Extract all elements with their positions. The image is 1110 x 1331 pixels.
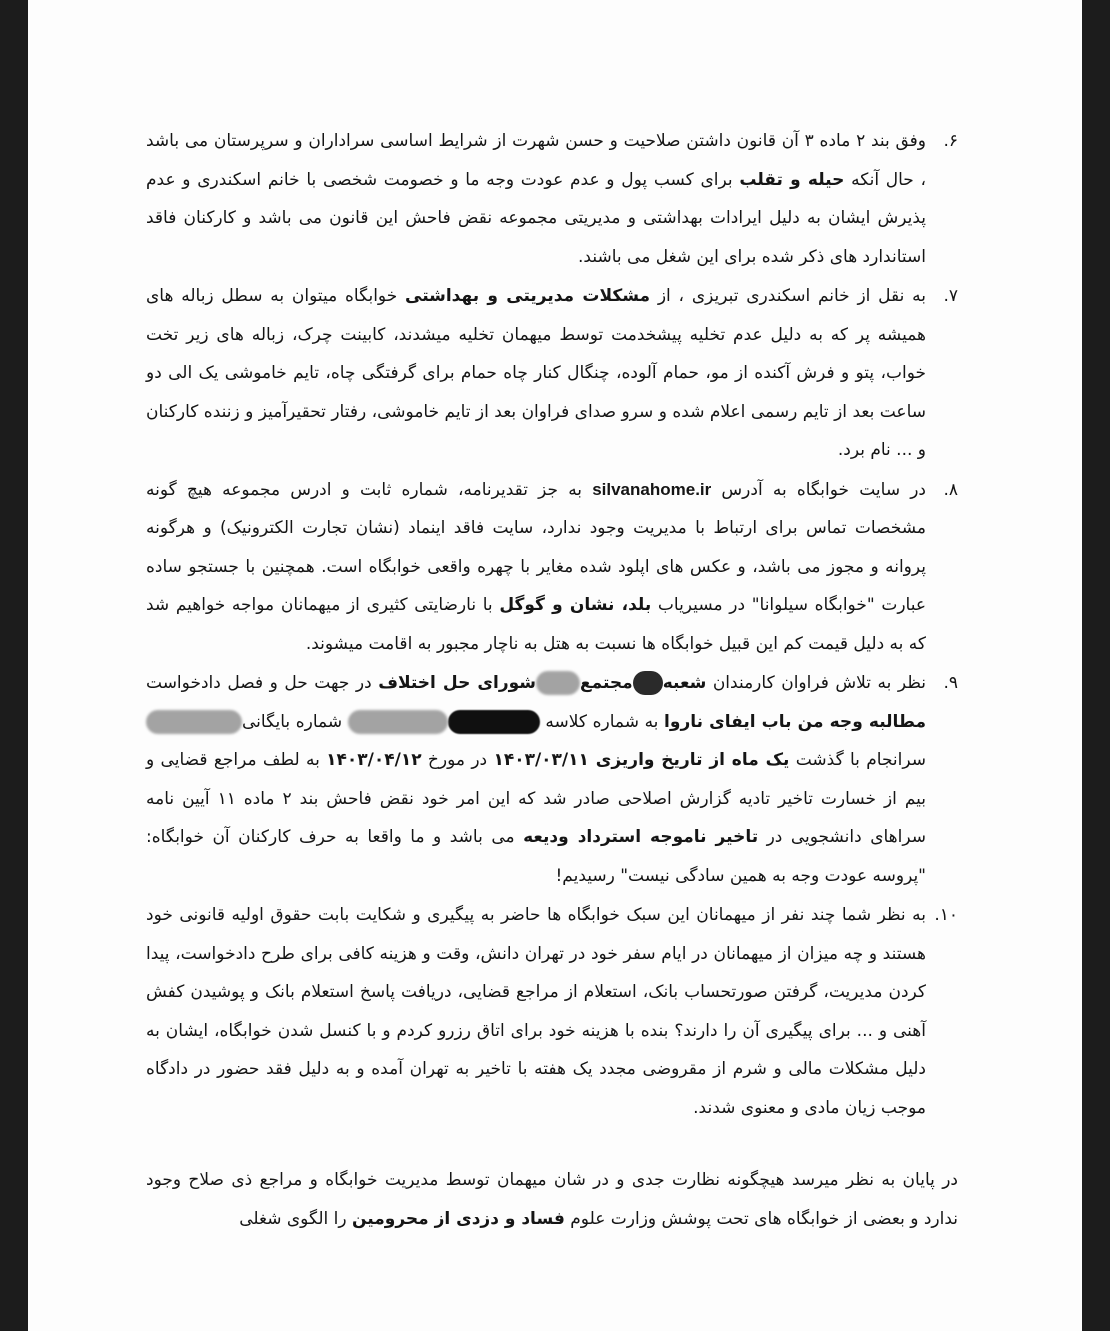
bold-text: شورای حل اختلاف [378, 673, 536, 693]
bold-text: حیله و تقلب [739, 169, 845, 190]
item-number: ۹. [943, 673, 958, 693]
item-text [146, 673, 926, 886]
text-span: نظر به تلاش فراوان کارمندان [706, 673, 926, 693]
text-span: در پایان به نظر میرسد هیچگونه نظارت جدی و در شان میهمان توسط مدیریت خوابگاه و مراجع ذی صلاح وجود ندارد و بعضی از خوابگاه های تحت پوشش وزارت علوم [146, 1170, 958, 1229]
list-item [146, 471, 958, 664]
list-item [146, 277, 958, 470]
text-span: شماره بایگانی [242, 711, 348, 732]
item-text [146, 905, 926, 1118]
bold-text: بلد، نشان و گوگل [499, 595, 652, 615]
bold-text: مجتمع [579, 673, 633, 693]
text-span: به نظر شما چند نفر از میهمانان این سبک خوابگاه ها حاضر به پیگیری و شکایت بابت حقوق اولیه قانونی خود هستند و چه میزان از میهمانان در ایام سفر خود در تهران دانش، وقت و هزینه کافی برای طرح دادخواست، پیدا کردن مدیریت، گرفتن صورتحساب بانک، استعلام از مراجع قضایی، دریافت پاسخ استعلام بانک و پوشیدن کفش آهنی و ... برای پیگیری آن را دارند؟ بنده با هزینه خود برای اتاق رزرو کردم و با کنسل شدن خوابگاه، ایشان به دلیل مشکلات مالی و شرم از مقروضی مجدد یک هفته با تاخیر به تهران آمده و به دلیل فقد حضور در دادگاه موجب زیان مادی و معنوی شدند. [146, 905, 926, 1118]
text-span: در جهت حل و فصل دادخواست [146, 673, 379, 693]
text-span: با نارضایتی کثیری از میهمانان مواجه خواهیم شد که به دلیل قیمت کم این قبیل خوابگاه ها نسبت به هتل به ناچار مجبور به اقامت میشوند. [146, 595, 926, 654]
redaction-mark [146, 710, 242, 734]
closing-paragraph [146, 1161, 958, 1238]
text-span: به شماره کلاسه [539, 711, 665, 732]
item-number: ۱۰. [934, 905, 958, 925]
redaction-mark [633, 671, 663, 695]
document-page [28, 0, 1082, 1331]
item-text [146, 480, 926, 654]
bold-text: ۱۴۰۳/۰۴/۱۲ [326, 750, 422, 770]
bold-text: تاخیر ناموجه استرداد ودیعه [523, 827, 759, 847]
bold-text: مشکلات مدیریتی و بهداشتی [405, 286, 651, 306]
item-number: ۶. [943, 131, 958, 151]
bold-text: مطالبه وجه من باب ایفای ناروا [664, 711, 926, 732]
text-span: در سایت خوابگاه به آدرس [711, 479, 926, 500]
redaction-mark [536, 671, 580, 695]
list-item [146, 896, 958, 1127]
text-span: به نقل از خانم اسکندری تبریزی ، از [650, 286, 926, 306]
item-text [146, 286, 926, 460]
document-body [146, 122, 958, 1238]
text-span: به جز تقدیرنامه، شماره ثابت و ادرس مجموعه هیچ گونه مشخصات تماس برای ارتباط با مدیریت وجود ندارد، سایت فاقد اینماد (نشان تجارت الکترونیک) و هرگونه پروانه و مجوز می باشد، و عکس های اپلود شده مغایر با چهره واقعی خوابگاه است. همچنین با جستجو ساده عبارت "خوابگاه سیلوانا" در مسیریاب [146, 479, 926, 615]
item-number: ۷. [943, 286, 958, 306]
text-span: را الگوی شغلی [239, 1208, 352, 1229]
text-span: سرانجام با گذشت [789, 750, 927, 770]
text-span: برای کسب پول و عدم عودت وجه ما و خصومت شخصی با خانم اسکندری و عدم پذیرش ایشان به دلیل ایرادات بهداشتی و مدیریتی مجموعه نقض فاحش این قانون می باشد و کارکنان فاقد استاندارد های ذکر شده برای این شغل می باشند. [146, 169, 926, 267]
redaction-mark [348, 710, 448, 734]
item-number: ۸. [943, 479, 958, 500]
text-span: در مورخ [421, 750, 494, 770]
bold-text: یک ماه از تاریخ واریزی ۱۴۰۳/۰۳/۱۱ [493, 750, 790, 770]
text-span: وفق بند ۲ ماده ۳ آن قانون داشتن صلاحیت و حسن شهرت از شرایط اساسی سراداران و سرپرستان می باشد ، حال آنکه [146, 131, 926, 190]
list-item [146, 664, 958, 895]
text-span: به لطف مراجع قضایی و بیم از خسارت تاخیر تادیه گزارش اصلاحی صادر شد که این امر خود نقض فاحش بند ۲ ماده ۱۱ آیین نامه سراهای دانشجویی در [146, 750, 926, 847]
numbered-list [146, 122, 958, 1127]
item-text [146, 131, 926, 267]
bold-text: شعبه [662, 673, 707, 693]
text-span: می باشد و ما واقعا به حرف کارکنان آن خوابگاه: "پروسه عودت وجه به همین سادگی نیست" رسیدیم! [146, 827, 926, 886]
redaction-mark [448, 710, 540, 734]
text-span: خوابگاه میتوان به سطل زباله های همیشه پر که به دلیل عدم تخلیه پیشخدمت توسط میهمان تخلیه میشدند، کابینت چرک، زباله های زیر تخت خواب، پتو و فرش آکنده از مو، حمام آلوده، چنگال کنار چاه حمام برای گرفتگی چاه، تایم خاموشی یک الی دو ساعت بعد از تایم رسمی اعلام شده و سرو صدای فراوان بعد از تایم خاموشی، رفتار تحقیرآمیز و زننده کارکنان و ... نام برد. [146, 286, 926, 460]
list-item [146, 122, 958, 276]
bold-text: فساد و دزدی از محرومین [351, 1208, 565, 1229]
bold-text: silvanahome.ir [592, 479, 712, 499]
